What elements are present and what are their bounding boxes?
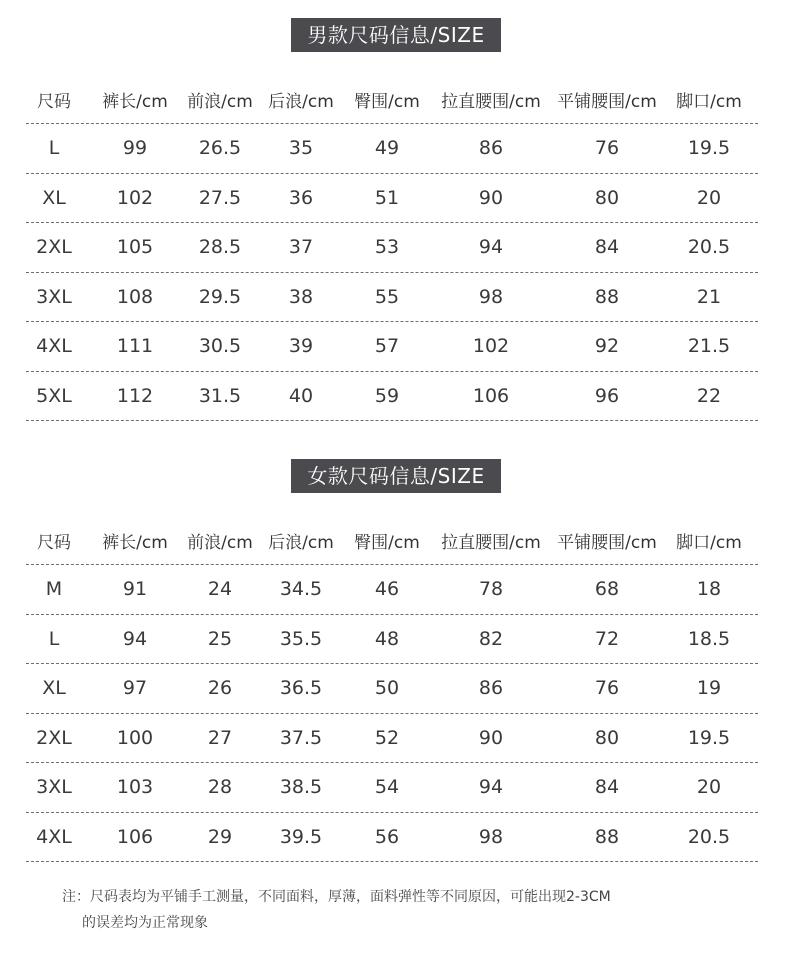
size-cell: 2XL xyxy=(36,726,72,749)
header-cell: 拉直腰围/cm xyxy=(441,92,541,112)
value-cell: 19.5 xyxy=(687,137,731,160)
header-cell: 后浪/cm xyxy=(268,533,334,553)
value-cell: 36.5 xyxy=(279,677,323,700)
header-cell: 臀围/cm xyxy=(354,92,420,112)
header-cell: 前浪/cm xyxy=(187,92,253,112)
value-cell: 27.5 xyxy=(198,186,242,209)
value-cell: 24 xyxy=(207,578,233,601)
table-header-row xyxy=(26,517,758,565)
value-cell: 28.5 xyxy=(198,236,242,259)
table-row xyxy=(26,664,758,714)
table-row xyxy=(26,714,758,764)
header-cell: 拉直腰围/cm xyxy=(441,533,541,553)
value-cell: 91 xyxy=(122,578,148,601)
men-size-title: 男款尺码信息/SIZE xyxy=(291,18,501,52)
value-cell: 90 xyxy=(478,186,504,209)
women-size-table xyxy=(26,517,758,862)
table-row xyxy=(26,615,758,665)
size-cell: 2XL xyxy=(36,236,72,259)
value-cell: 103 xyxy=(116,776,154,799)
size-cell: XL xyxy=(42,677,66,700)
value-cell: 20 xyxy=(696,186,722,209)
value-cell: 112 xyxy=(116,384,154,407)
value-cell: 78 xyxy=(478,578,504,601)
value-cell: 55 xyxy=(374,285,400,308)
value-cell: 68 xyxy=(594,578,620,601)
value-cell: 40 xyxy=(288,384,314,407)
value-cell: 97 xyxy=(122,677,148,700)
header-cell: 平铺腰围/cm xyxy=(557,533,657,553)
table-row xyxy=(26,174,758,224)
size-cell: 3XL xyxy=(36,776,72,799)
value-cell: 98 xyxy=(478,825,504,848)
note-line-1: 注：尺码表均为平铺手工测量，不同面料，厚薄，面料弹性等不同原因，可能出现2-3CM xyxy=(62,889,611,905)
value-cell: 48 xyxy=(374,627,400,650)
value-cell: 28 xyxy=(207,776,233,799)
value-cell: 26 xyxy=(207,677,233,700)
value-cell: 21.5 xyxy=(687,335,731,358)
table-row xyxy=(26,124,758,174)
value-cell: 51 xyxy=(374,186,400,209)
size-cell: XL xyxy=(42,186,66,209)
size-cell: 5XL xyxy=(36,384,72,407)
header-cell: 臀围/cm xyxy=(354,533,420,553)
value-cell: 59 xyxy=(374,384,400,407)
value-cell: 92 xyxy=(594,335,620,358)
header-cell: 裤长/cm xyxy=(102,533,168,553)
value-cell: 57 xyxy=(374,335,400,358)
header-cell: 脚口/cm xyxy=(676,533,742,553)
header-cell: 尺码 xyxy=(37,533,71,553)
value-cell: 19.5 xyxy=(687,726,731,749)
value-cell: 49 xyxy=(374,137,400,160)
value-cell: 96 xyxy=(594,384,620,407)
value-cell: 35 xyxy=(288,137,314,160)
table-row xyxy=(26,223,758,273)
value-cell: 98 xyxy=(478,285,504,308)
value-cell: 94 xyxy=(122,627,148,650)
value-cell: 37 xyxy=(288,236,314,259)
value-cell: 27 xyxy=(207,726,233,749)
value-cell: 19 xyxy=(696,677,722,700)
value-cell: 31.5 xyxy=(198,384,242,407)
value-cell: 80 xyxy=(594,186,620,209)
value-cell: 76 xyxy=(594,137,620,160)
header-cell: 脚口/cm xyxy=(676,92,742,112)
value-cell: 94 xyxy=(478,776,504,799)
value-cell: 34.5 xyxy=(279,578,323,601)
value-cell: 29 xyxy=(207,825,233,848)
value-cell: 20.5 xyxy=(687,236,731,259)
size-cell: 3XL xyxy=(36,285,72,308)
measurement-note xyxy=(62,884,762,936)
value-cell: 35.5 xyxy=(279,627,323,650)
value-cell: 26.5 xyxy=(198,137,242,160)
value-cell: 84 xyxy=(594,776,620,799)
value-cell: 21 xyxy=(696,285,722,308)
header-cell: 裤长/cm xyxy=(102,92,168,112)
value-cell: 88 xyxy=(594,285,620,308)
men-size-table xyxy=(26,76,758,421)
value-cell: 37.5 xyxy=(279,726,323,749)
size-cell: L xyxy=(48,137,60,160)
value-cell: 88 xyxy=(594,825,620,848)
note-line-2: 的误差均为正常现象 xyxy=(82,915,208,931)
size-cell: 4XL xyxy=(36,335,72,358)
table-row xyxy=(26,372,758,422)
value-cell: 99 xyxy=(122,137,148,160)
value-cell: 102 xyxy=(472,335,510,358)
women-size-title: 女款尺码信息/SIZE xyxy=(291,459,501,493)
value-cell: 39 xyxy=(288,335,314,358)
value-cell: 80 xyxy=(594,726,620,749)
value-cell: 20.5 xyxy=(687,825,731,848)
value-cell: 86 xyxy=(478,137,504,160)
value-cell: 86 xyxy=(478,677,504,700)
value-cell: 38 xyxy=(288,285,314,308)
table-row xyxy=(26,763,758,813)
value-cell: 111 xyxy=(116,335,154,358)
value-cell: 76 xyxy=(594,677,620,700)
table-row xyxy=(26,322,758,372)
table-row xyxy=(26,273,758,323)
value-cell: 22 xyxy=(696,384,722,407)
size-cell: 4XL xyxy=(36,825,72,848)
value-cell: 25 xyxy=(207,627,233,650)
value-cell: 38.5 xyxy=(279,776,323,799)
value-cell: 52 xyxy=(374,726,400,749)
table-row xyxy=(26,813,758,863)
value-cell: 100 xyxy=(116,726,154,749)
value-cell: 46 xyxy=(374,578,400,601)
value-cell: 30.5 xyxy=(198,335,242,358)
value-cell: 39.5 xyxy=(279,825,323,848)
value-cell: 102 xyxy=(116,186,154,209)
header-cell: 后浪/cm xyxy=(268,92,334,112)
value-cell: 84 xyxy=(594,236,620,259)
header-cell: 尺码 xyxy=(37,92,71,112)
size-cell: L xyxy=(48,627,60,650)
value-cell: 106 xyxy=(472,384,510,407)
value-cell: 20 xyxy=(696,776,722,799)
value-cell: 90 xyxy=(478,726,504,749)
value-cell: 18.5 xyxy=(687,627,731,650)
table-header-row xyxy=(26,76,758,124)
value-cell: 72 xyxy=(594,627,620,650)
value-cell: 56 xyxy=(374,825,400,848)
header-cell: 前浪/cm xyxy=(187,533,253,553)
value-cell: 29.5 xyxy=(198,285,242,308)
header-cell: 平铺腰围/cm xyxy=(557,92,657,112)
value-cell: 108 xyxy=(116,285,154,308)
value-cell: 94 xyxy=(478,236,504,259)
value-cell: 36 xyxy=(288,186,314,209)
size-cell: M xyxy=(45,578,63,601)
value-cell: 50 xyxy=(374,677,400,700)
value-cell: 53 xyxy=(374,236,400,259)
table-row xyxy=(26,565,758,615)
value-cell: 105 xyxy=(116,236,154,259)
value-cell: 106 xyxy=(116,825,154,848)
value-cell: 82 xyxy=(478,627,504,650)
value-cell: 18 xyxy=(696,578,722,601)
value-cell: 54 xyxy=(374,776,400,799)
